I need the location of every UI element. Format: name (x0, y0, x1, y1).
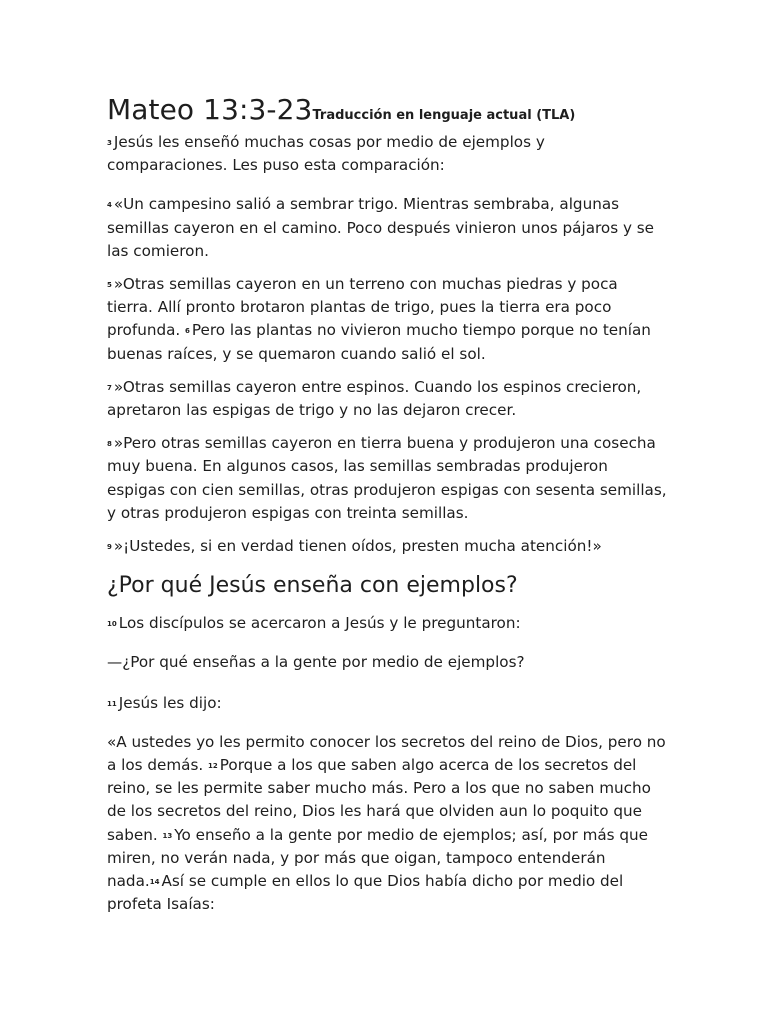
verse-number: 6 (185, 327, 190, 336)
verse-text: Así se cumple en ellos lo que Dios había dicho por medio del profeta Isaías: (107, 872, 624, 914)
verse-text: Los discípulos se acercaron a Jesús y le preguntaron: (118, 614, 521, 633)
title-translation: Traducción en lenguaje actual (TLA) (312, 108, 576, 123)
verse-text: »Otras semillas cayeron entre espinos. Cuando los espinos crecieron, apretaron las espigas de trigo y no las dejaron crecer. (107, 377, 642, 420)
verse-number: 12 (208, 762, 218, 771)
verse-text: Pero las plantas no vivieron mucho tiempo porque no tenían buenas raíces, y se quemaron cuando salió el sol. (107, 321, 651, 363)
verse-text: Jesús les dijo: (118, 693, 222, 712)
title-main: Mateo 13:3-23 (107, 93, 313, 126)
paragraph-verse-10 (107, 612, 667, 635)
verse-text: «A ustedes yo les permito conocer los secretos del reino de Dios, pero no a los demás. (107, 732, 666, 775)
paragraph-verse-3 (107, 131, 667, 177)
paragraph-question (107, 651, 667, 674)
section-heading: ¿Por qué Jesús enseña con ejemplos? (107, 573, 518, 599)
verse-text: »Pero otras semillas cayeron en tierra buena y produjeron una cosecha muy buena. En algunos casos, las semillas sembradas produjeron espigas con cien semillas, otras produjeron espigas con sesenta semillas, y otras produjeron espigas con treinta semillas. (107, 434, 667, 522)
verse-text: »¡Ustedes, si en verdad tienen oídos, presten mucha atención!» (113, 537, 602, 556)
document-page (107, 92, 667, 916)
paragraph-verse-7 (107, 376, 667, 422)
verse-number: 4 (107, 201, 112, 210)
verse-number: 5 (107, 281, 112, 290)
document-title (107, 92, 667, 124)
verse-number: 8 (107, 440, 112, 449)
verse-number: 14 (149, 878, 160, 887)
paragraph-verse-11 (107, 692, 667, 715)
verse-text: Porque a los que saben algo acerca de los secretos del reino, se les permite saber mucho más. Pero a los que no saben mucho de los secretos del reino, Dios les hará que olviden aun lo poquito que saben. (107, 756, 651, 844)
verse-number: 13 (162, 831, 173, 840)
paragraph-verse-4 (107, 193, 667, 263)
verse-number: 7 (107, 383, 112, 392)
verse-number: 3 (107, 139, 112, 147)
verse-text: »Otras semillas cayeron en un terreno con muchas piedras y poca tierra. Allí pronto brotaron plantas de trigo, pues la tierra era poco profunda. (107, 275, 618, 340)
verse-text: «Un campesino salió a sembrar trigo. Mientras sembraba, algunas semillas cayeron en el camino. Poco después vinieron unos pájaros y se las comieron. (107, 195, 655, 260)
verse-number: 11 (107, 699, 117, 708)
paragraph-verse-8 (107, 432, 667, 525)
verse-number: 10 (107, 620, 117, 629)
paragraph-verse-11-14 (107, 731, 667, 917)
verse-text: —¿Por qué enseñas a la gente por medio de ejemplos? (107, 653, 525, 672)
paragraph-verse-9 (107, 535, 667, 558)
verse-text: Jesús les enseñó muchas cosas por medio de ejemplos y comparaciones. Les puso esta comparación: (107, 133, 545, 175)
verse-number: 9 (107, 543, 112, 552)
paragraph-verse-5-6 (107, 273, 667, 366)
verse-text: Yo enseño a la gente por medio de ejemplos; así, por más que miren, no verán nada, y por más que oigan, tampoco entenderán nada. (107, 825, 649, 891)
